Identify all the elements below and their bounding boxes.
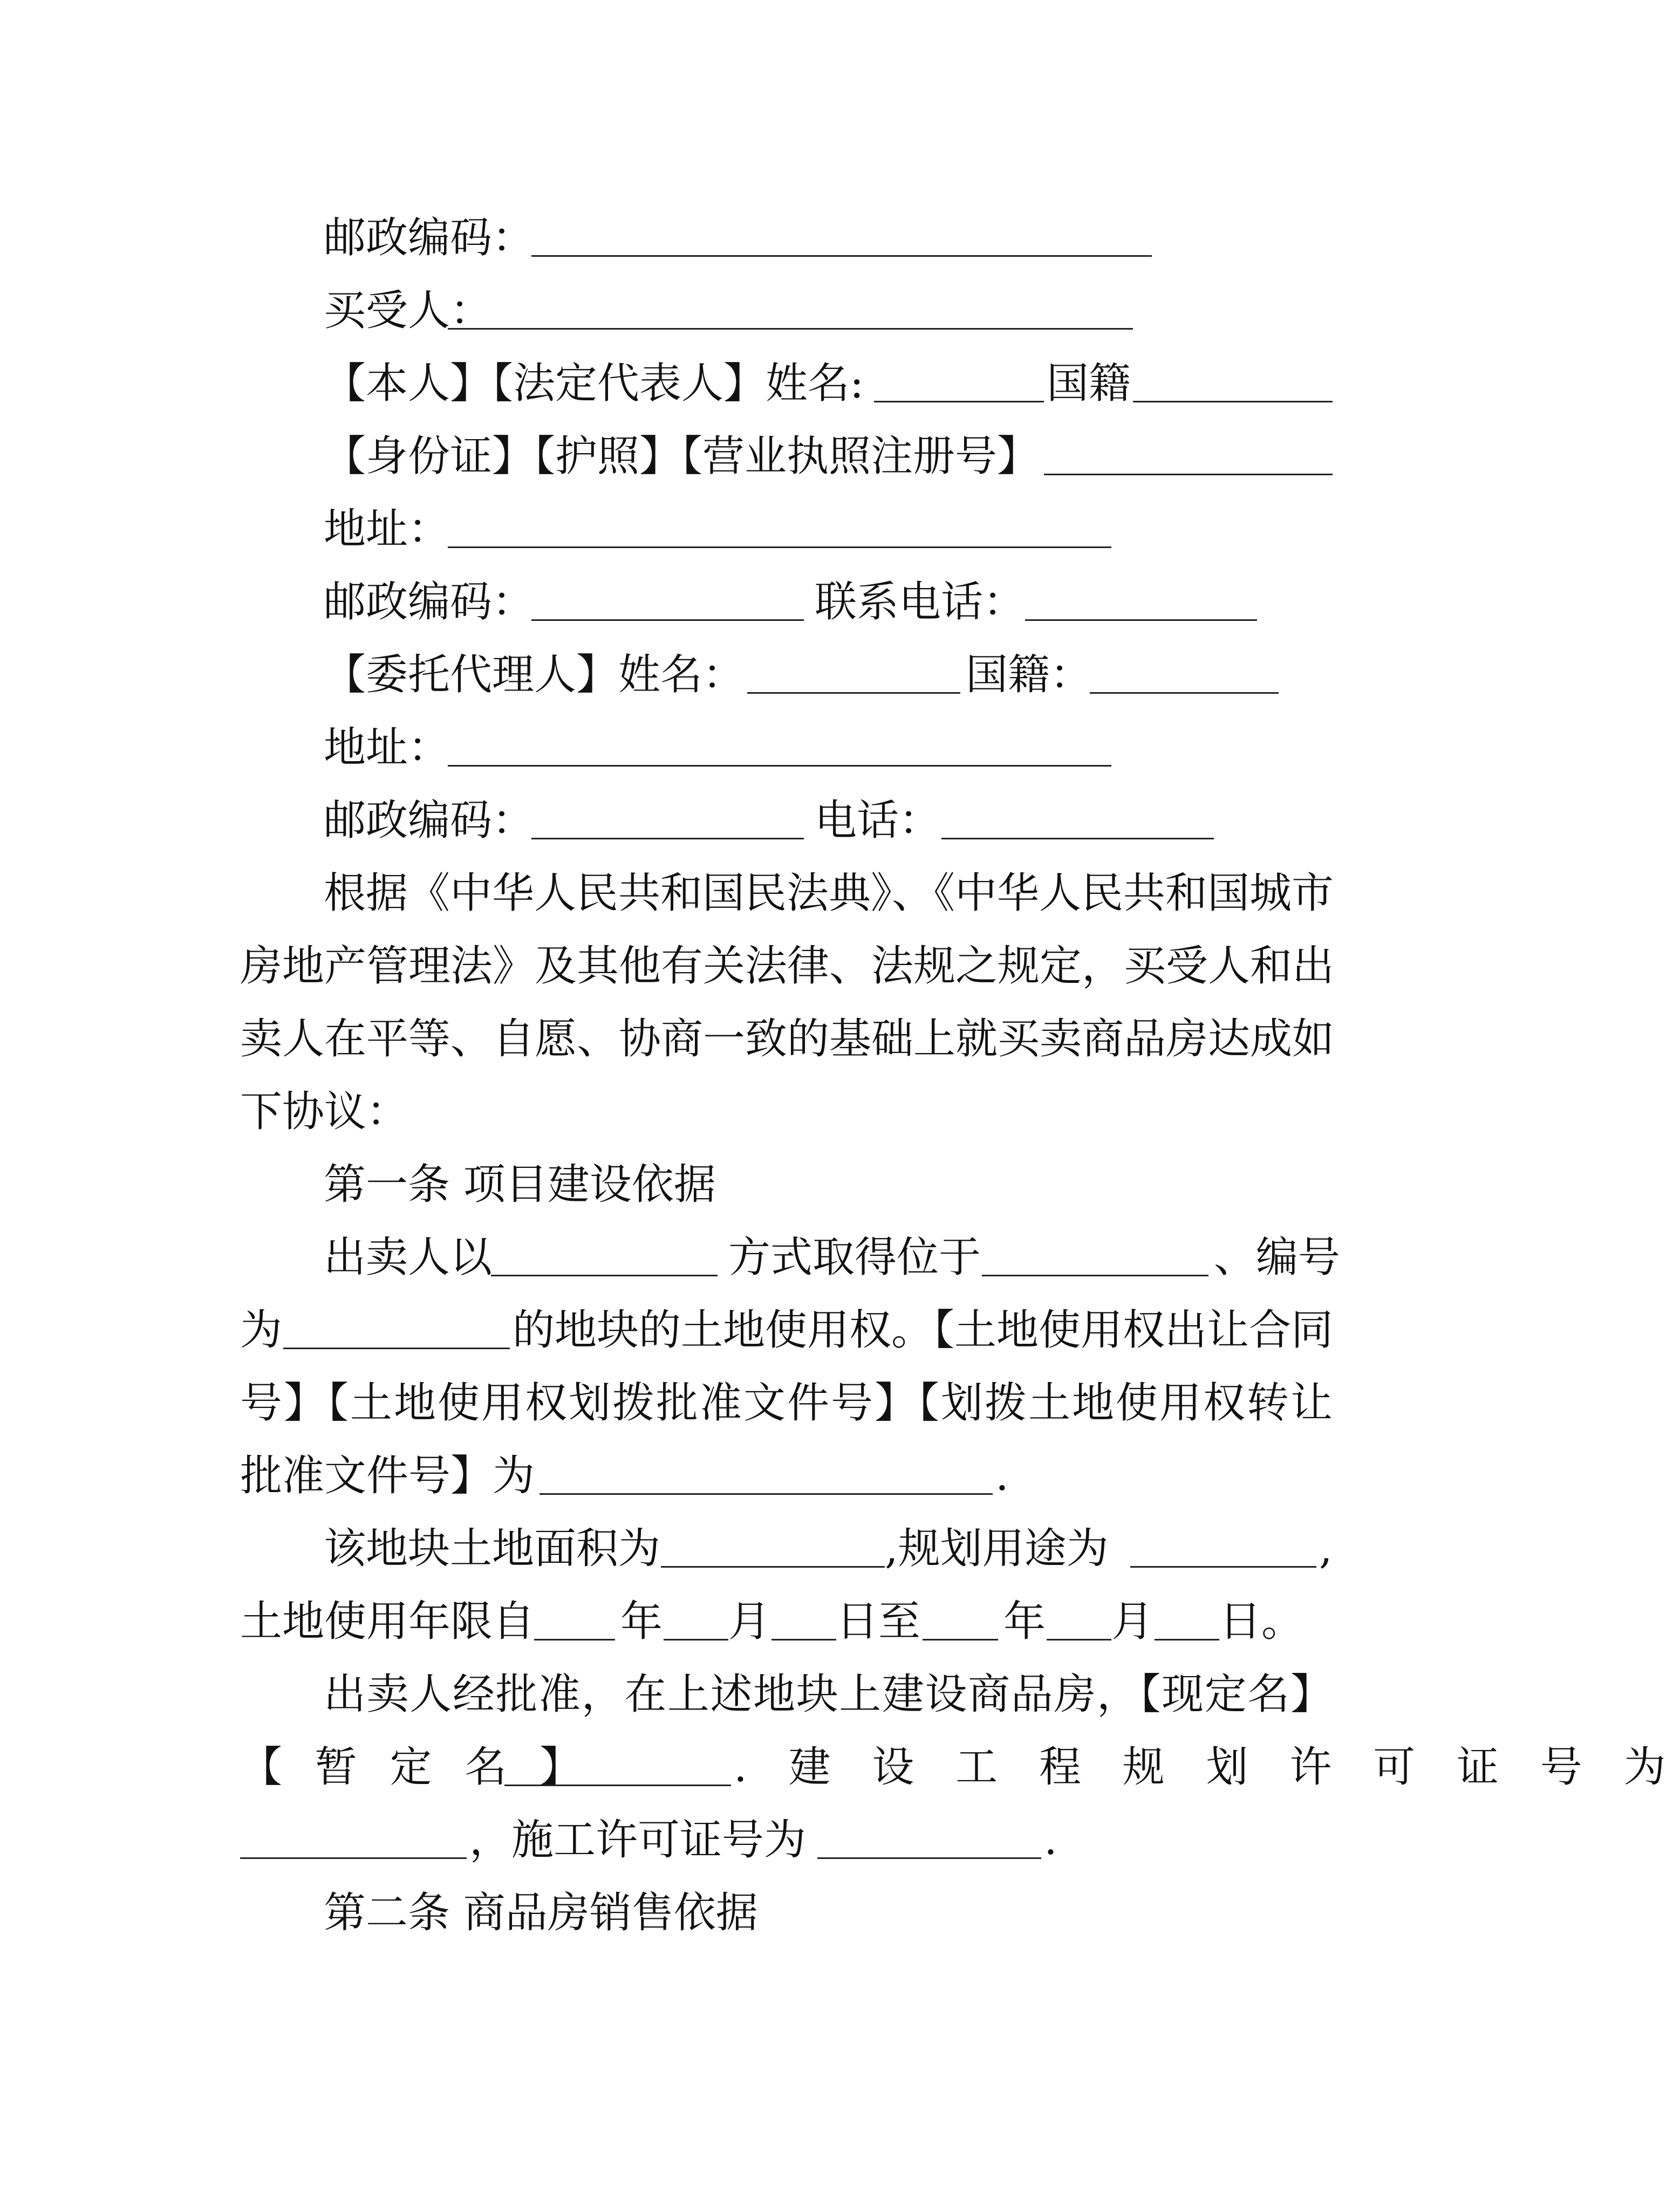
preamble-text-4: 下协议： <box>240 1088 409 1136</box>
a1-approved-build-text: 出卖人经批准，在上述地块上建设商品房，【现定名】 <box>324 1670 1333 1719</box>
nationality-blank[interactable] <box>1133 353 1333 402</box>
tentative-name-label: 【 暂 定 名 】 <box>240 1743 592 1792</box>
buyer-label: 买受人： <box>324 286 493 335</box>
end-year-unit: 年 <box>1003 1597 1046 1646</box>
a1-line-4 <box>0 1446 1561 1506</box>
land-term-label: 土地使用年限自 <box>240 1597 535 1646</box>
a1-line-5 <box>0 1519 1561 1579</box>
contact-phone-blank[interactable] <box>1025 572 1257 621</box>
a1-line-1 <box>0 1227 1561 1288</box>
id-number-blank[interactable] <box>1044 426 1333 475</box>
a1-approval-label: 批准文件号】为 <box>240 1452 535 1500</box>
planned-use-blank[interactable] <box>1130 1519 1316 1568</box>
agent-nationality-blank[interactable] <box>1090 645 1279 694</box>
postal-code-line-1 <box>0 208 1561 268</box>
plot-number-blank[interactable] <box>283 1300 510 1349</box>
end-day-blank[interactable] <box>1155 1591 1219 1640</box>
agent-postal-blank[interactable] <box>531 790 804 839</box>
start-month-blank[interactable] <box>664 1591 728 1640</box>
agent-name-label: 【委托代理人】姓名： <box>324 651 745 699</box>
end-month-blank[interactable] <box>1047 1591 1111 1640</box>
project-name-blank[interactable] <box>504 1737 731 1786</box>
a1-line-8 <box>0 1737 1680 1797</box>
rep-name-label: 【本人】【法定代表人】姓名: <box>324 359 864 408</box>
a1-period-1: . <box>995 1452 1009 1500</box>
agent-phone-label: 电话： <box>815 796 941 845</box>
article-2-title: 第二条 商品房销售依据 <box>324 1889 758 1937</box>
a1-line-3 <box>0 1373 1561 1433</box>
a1-period-2: . <box>1044 1816 1057 1864</box>
id-type-label: 【身份证】【护照】【营业执照注册号】 <box>324 432 1040 481</box>
planning-permit-blank[interactable] <box>240 1810 467 1859</box>
address-blank[interactable] <box>448 499 1111 548</box>
planned-use-label: ,规划用途为 <box>885 1525 1109 1573</box>
postal-phone-line <box>0 572 1561 632</box>
a1-number-label: 、编号 <box>1214 1233 1341 1282</box>
location-blank[interactable] <box>982 1227 1208 1276</box>
preamble-line-4 <box>0 1082 1561 1142</box>
id-line <box>0 426 1561 487</box>
buyer-rep-line <box>0 353 1561 414</box>
agent-address-label: 地址： <box>324 723 450 772</box>
agent-address-blank[interactable] <box>448 717 1111 767</box>
postal-code-blank[interactable] <box>531 208 1152 257</box>
end-day-unit: 日。 <box>1219 1597 1304 1646</box>
end-month-unit: 月 <box>1111 1597 1154 1646</box>
preamble-line-1 <box>0 863 1561 924</box>
start-month-unit: 月 <box>728 1597 771 1646</box>
a1-seller-by: 出卖人以 <box>324 1233 493 1282</box>
agent-postal-label: 邮政编码： <box>324 796 535 845</box>
a1-acquire-located: 方式取得位于 <box>728 1233 981 1282</box>
address-line-1 <box>0 499 1561 559</box>
a1-land-right-text: 的地块的土地使用权。【土地使用权出让合同 <box>513 1306 1334 1355</box>
postal-code-label: 邮政编码： <box>324 214 535 262</box>
land-area-blank[interactable] <box>661 1519 885 1568</box>
a1-approval-doc-text: 号】【土地使用权划拨批准文件号】【划拨土地使用权转让 <box>240 1379 1333 1427</box>
start-day-to: 日至 <box>836 1597 921 1646</box>
buyer-blank[interactable] <box>448 281 1133 330</box>
address-line-2 <box>0 717 1561 778</box>
contact-phone-label: 联系电话： <box>815 578 1026 626</box>
construction-permit-blank[interactable] <box>817 1810 1041 1859</box>
agent-phone-blank[interactable] <box>941 790 1214 839</box>
agent-postal-phone-line <box>0 790 1561 851</box>
rep-name-blank[interactable] <box>874 353 1044 402</box>
preamble-line-3 <box>0 1009 1561 1069</box>
a1-line-7 <box>0 1664 1561 1725</box>
acquire-method-blank[interactable] <box>491 1227 718 1276</box>
a1-as-label: 为 <box>240 1306 283 1355</box>
planning-permit-label: . 建 设 工 程 规 划 许 可 证 号 为 <box>734 1743 1680 1792</box>
postal-code-label-2: 邮政编码： <box>324 578 535 626</box>
land-area-label: 该地块土地面积为 <box>324 1525 661 1573</box>
start-year-blank[interactable] <box>534 1591 615 1640</box>
article-1-heading <box>0 1154 1561 1215</box>
approval-number-blank[interactable] <box>539 1446 993 1495</box>
preamble-text-1: 根据《中华人民共和国民法典》、《中华人民共和国城市 <box>324 869 1334 918</box>
preamble-line-2 <box>0 936 1561 996</box>
construction-permit-label: ，施工许可证号为 <box>469 1816 807 1864</box>
agent-name-blank[interactable] <box>747 645 960 694</box>
start-year-unit: 年 <box>620 1597 663 1646</box>
a1-line-2 <box>0 1300 1561 1361</box>
agent-nationality-label: 国籍： <box>966 651 1092 699</box>
preamble-text-3: 卖人在平等、自愿、协商一致的基础上就买卖商品房达成如 <box>240 1015 1335 1063</box>
end-year-blank[interactable] <box>923 1591 998 1640</box>
address-label: 地址： <box>324 505 450 553</box>
postal-code-blank-2[interactable] <box>531 572 804 621</box>
preamble-text-2: 房地产管理法》及其他有关法律、法规之规定，买受人和出 <box>240 942 1335 990</box>
a1-line-9 <box>0 1810 1561 1870</box>
nationality-label: 国籍 <box>1047 359 1131 408</box>
agent-line <box>0 645 1561 705</box>
start-day-blank[interactable] <box>771 1591 836 1640</box>
a1-line-6 <box>0 1591 1561 1652</box>
article-2-heading <box>0 1883 1561 1943</box>
buyer-line <box>0 281 1561 341</box>
article-1-title: 第一条 项目建设依据 <box>324 1160 716 1209</box>
a1-comma: , <box>1319 1525 1333 1573</box>
